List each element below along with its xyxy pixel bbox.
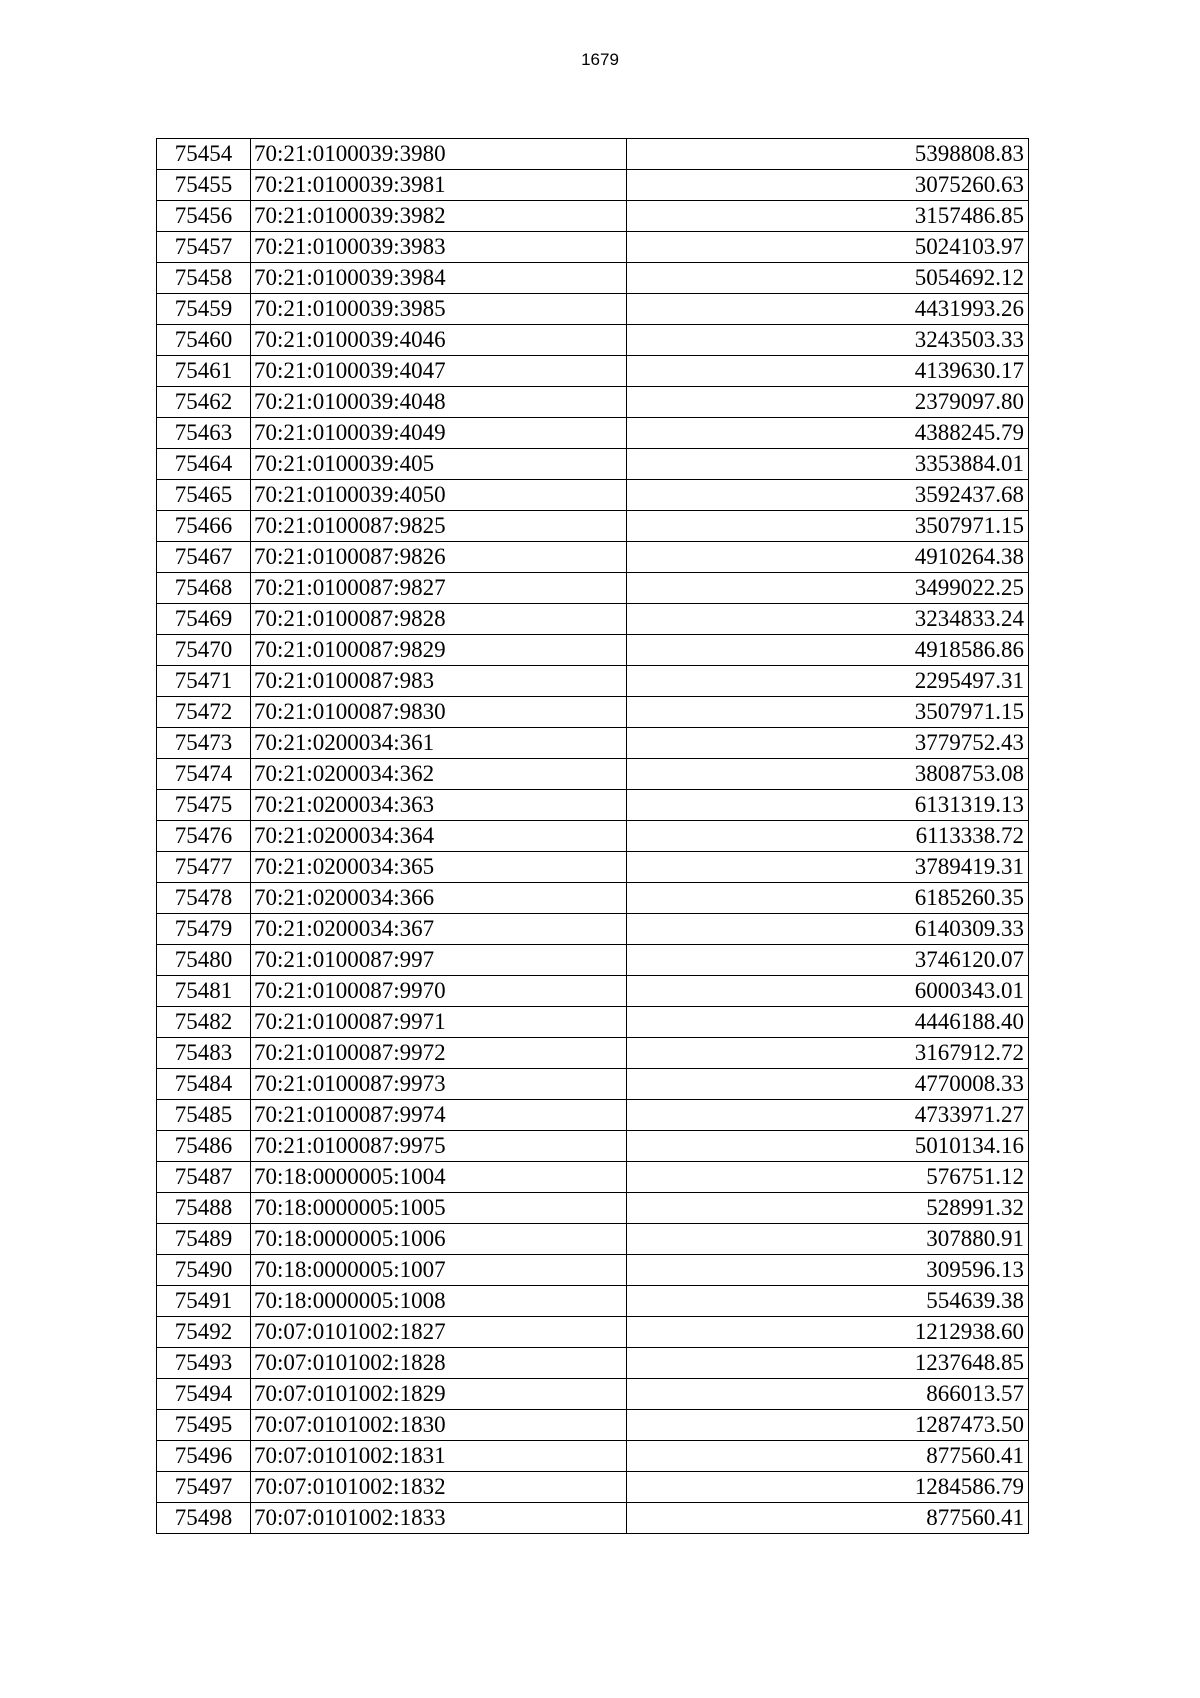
row-number-cell: 75461 <box>157 356 251 387</box>
cadastral-number-cell: 70:21:0200034:365 <box>251 852 627 883</box>
cadastral-number-cell: 70:21:0200034:367 <box>251 914 627 945</box>
table-row <box>157 325 1029 356</box>
table-row <box>157 666 1029 697</box>
cadastral-value-cell: 3234833.24 <box>627 604 1029 635</box>
table-row <box>157 1317 1029 1348</box>
row-number-cell: 75480 <box>157 945 251 976</box>
cadastral-value-cell: 877560.41 <box>627 1441 1029 1472</box>
cadastral-number-cell: 70:21:0200034:362 <box>251 759 627 790</box>
cadastral-value-cell: 3243503.33 <box>627 325 1029 356</box>
row-number-cell: 75465 <box>157 480 251 511</box>
cadastral-number-cell: 70:21:0200034:363 <box>251 790 627 821</box>
table-body <box>157 139 1029 1534</box>
row-number-cell: 75490 <box>157 1255 251 1286</box>
table-row <box>157 263 1029 294</box>
table-row <box>157 170 1029 201</box>
cadastral-value-cell: 3746120.07 <box>627 945 1029 976</box>
cadastral-value-cell: 3789419.31 <box>627 852 1029 883</box>
table-row <box>157 883 1029 914</box>
row-number-cell: 75466 <box>157 511 251 542</box>
cadastral-number-cell: 70:18:0000005:1004 <box>251 1162 627 1193</box>
cadastral-value-cell: 4910264.38 <box>627 542 1029 573</box>
row-number-cell: 75486 <box>157 1131 251 1162</box>
table-row <box>157 759 1029 790</box>
cadastral-number-cell: 70:18:0000005:1006 <box>251 1224 627 1255</box>
cadastral-number-cell: 70:21:0100087:9829 <box>251 635 627 666</box>
table-row <box>157 790 1029 821</box>
cadastral-number-cell: 70:21:0100039:3985 <box>251 294 627 325</box>
row-number-cell: 75478 <box>157 883 251 914</box>
cadastral-number-cell: 70:21:0100039:3984 <box>251 263 627 294</box>
row-number-cell: 75498 <box>157 1503 251 1534</box>
cadastral-value-cell: 3507971.15 <box>627 697 1029 728</box>
cadastral-value-cell: 4431993.26 <box>627 294 1029 325</box>
table-row <box>157 542 1029 573</box>
cadastral-number-cell: 70:21:0200034:361 <box>251 728 627 759</box>
table-row <box>157 1038 1029 1069</box>
table-row <box>157 604 1029 635</box>
cadastral-value-cell: 4733971.27 <box>627 1100 1029 1131</box>
row-number-cell: 75485 <box>157 1100 251 1131</box>
cadastral-value-cell: 1237648.85 <box>627 1348 1029 1379</box>
cadastral-value-cell: 4918586.86 <box>627 635 1029 666</box>
table-row <box>157 914 1029 945</box>
row-number-cell: 75482 <box>157 1007 251 1038</box>
row-number-cell: 75483 <box>157 1038 251 1069</box>
cadastral-value-cell: 4388245.79 <box>627 418 1029 449</box>
row-number-cell: 75468 <box>157 573 251 604</box>
row-number-cell: 75462 <box>157 387 251 418</box>
table-row <box>157 697 1029 728</box>
row-number-cell: 75474 <box>157 759 251 790</box>
cadastral-number-cell: 70:21:0100087:9972 <box>251 1038 627 1069</box>
cadastral-value-table <box>156 138 1029 1534</box>
cadastral-value-cell: 6131319.13 <box>627 790 1029 821</box>
cadastral-number-cell: 70:18:0000005:1008 <box>251 1286 627 1317</box>
cadastral-number-cell: 70:21:0100087:9825 <box>251 511 627 542</box>
table-row <box>157 573 1029 604</box>
cadastral-value-cell: 554639.38 <box>627 1286 1029 1317</box>
row-number-cell: 75473 <box>157 728 251 759</box>
table-row <box>157 728 1029 759</box>
cadastral-value-cell: 3499022.25 <box>627 573 1029 604</box>
row-number-cell: 75457 <box>157 232 251 263</box>
table-row <box>157 1410 1029 1441</box>
row-number-cell: 75493 <box>157 1348 251 1379</box>
cadastral-number-cell: 70:18:0000005:1007 <box>251 1255 627 1286</box>
cadastral-value-cell: 866013.57 <box>627 1379 1029 1410</box>
row-number-cell: 75488 <box>157 1193 251 1224</box>
row-number-cell: 75469 <box>157 604 251 635</box>
table-row <box>157 1472 1029 1503</box>
cadastral-value-cell: 576751.12 <box>627 1162 1029 1193</box>
row-number-cell: 75494 <box>157 1379 251 1410</box>
table-row <box>157 139 1029 170</box>
table-row <box>157 1255 1029 1286</box>
row-number-cell: 75458 <box>157 263 251 294</box>
table-row <box>157 1131 1029 1162</box>
cadastral-value-cell: 309596.13 <box>627 1255 1029 1286</box>
row-number-cell: 75497 <box>157 1472 251 1503</box>
cadastral-value-cell: 3157486.85 <box>627 201 1029 232</box>
table-row <box>157 852 1029 883</box>
cadastral-number-cell: 70:07:0101002:1827 <box>251 1317 627 1348</box>
cadastral-number-cell: 70:21:0100039:405 <box>251 449 627 480</box>
cadastral-number-cell: 70:21:0100087:9830 <box>251 697 627 728</box>
cadastral-number-cell: 70:07:0101002:1830 <box>251 1410 627 1441</box>
cadastral-value-cell: 4139630.17 <box>627 356 1029 387</box>
cadastral-value-cell: 1287473.50 <box>627 1410 1029 1441</box>
row-number-cell: 75481 <box>157 976 251 1007</box>
row-number-cell: 75487 <box>157 1162 251 1193</box>
cadastral-value-cell: 3592437.68 <box>627 480 1029 511</box>
cadastral-value-cell: 3167912.72 <box>627 1038 1029 1069</box>
cadastral-number-cell: 70:21:0100039:3981 <box>251 170 627 201</box>
cadastral-number-cell: 70:21:0100039:3980 <box>251 139 627 170</box>
table-row <box>157 1503 1029 1534</box>
cadastral-value-cell: 4446188.40 <box>627 1007 1029 1038</box>
cadastral-number-cell: 70:21:0100087:9970 <box>251 976 627 1007</box>
row-number-cell: 75455 <box>157 170 251 201</box>
cadastral-value-cell: 3779752.43 <box>627 728 1029 759</box>
cadastral-number-cell: 70:21:0200034:364 <box>251 821 627 852</box>
table-row <box>157 1348 1029 1379</box>
cadastral-number-cell: 70:21:0100087:9971 <box>251 1007 627 1038</box>
table-row <box>157 635 1029 666</box>
cadastral-number-cell: 70:21:0100087:9826 <box>251 542 627 573</box>
row-number-cell: 75477 <box>157 852 251 883</box>
row-number-cell: 75470 <box>157 635 251 666</box>
cadastral-number-cell: 70:21:0100087:9973 <box>251 1069 627 1100</box>
cadastral-value-cell: 528991.32 <box>627 1193 1029 1224</box>
cadastral-number-cell: 70:21:0100039:3982 <box>251 201 627 232</box>
row-number-cell: 75479 <box>157 914 251 945</box>
cadastral-number-cell: 70:18:0000005:1005 <box>251 1193 627 1224</box>
table-row <box>157 387 1029 418</box>
table-row <box>157 1441 1029 1472</box>
cadastral-number-cell: 70:21:0100039:4046 <box>251 325 627 356</box>
cadastral-number-cell: 70:07:0101002:1828 <box>251 1348 627 1379</box>
table-row <box>157 201 1029 232</box>
row-number-cell: 75495 <box>157 1410 251 1441</box>
row-number-cell: 75489 <box>157 1224 251 1255</box>
cadastral-number-cell: 70:21:0100087:997 <box>251 945 627 976</box>
table-row <box>157 1007 1029 1038</box>
cadastral-value-cell: 6185260.35 <box>627 883 1029 914</box>
cadastral-value-cell: 3075260.63 <box>627 170 1029 201</box>
table-row <box>157 976 1029 1007</box>
table-row <box>157 449 1029 480</box>
row-number-cell: 75475 <box>157 790 251 821</box>
cadastral-number-cell: 70:21:0100087:9828 <box>251 604 627 635</box>
table-row <box>157 1069 1029 1100</box>
row-number-cell: 75484 <box>157 1069 251 1100</box>
cadastral-number-cell: 70:21:0100039:4049 <box>251 418 627 449</box>
cadastral-value-cell: 2379097.80 <box>627 387 1029 418</box>
cadastral-number-cell: 70:21:0100087:9827 <box>251 573 627 604</box>
row-number-cell: 75491 <box>157 1286 251 1317</box>
cadastral-number-cell: 70:21:0100087:9974 <box>251 1100 627 1131</box>
cadastral-number-cell: 70:07:0101002:1833 <box>251 1503 627 1534</box>
table-row <box>157 511 1029 542</box>
cadastral-value-cell: 3808753.08 <box>627 759 1029 790</box>
cadastral-value-cell: 877560.41 <box>627 1503 1029 1534</box>
page-number: 1679 <box>581 50 619 69</box>
table-row <box>157 1286 1029 1317</box>
cadastral-number-cell: 70:07:0101002:1832 <box>251 1472 627 1503</box>
table-row <box>157 945 1029 976</box>
cadastral-value-cell: 2295497.31 <box>627 666 1029 697</box>
cadastral-number-cell: 70:07:0101002:1829 <box>251 1379 627 1410</box>
row-number-cell: 75463 <box>157 418 251 449</box>
cadastral-value-cell: 307880.91 <box>627 1224 1029 1255</box>
row-number-cell: 75454 <box>157 139 251 170</box>
table-row <box>157 232 1029 263</box>
table-row <box>157 1100 1029 1131</box>
table-row <box>157 418 1029 449</box>
row-number-cell: 75460 <box>157 325 251 356</box>
cadastral-value-cell: 4770008.33 <box>627 1069 1029 1100</box>
cadastral-number-cell: 70:21:0100087:9975 <box>251 1131 627 1162</box>
table-row <box>157 356 1029 387</box>
cadastral-number-cell: 70:21:0200034:366 <box>251 883 627 914</box>
cadastral-value-cell: 1212938.60 <box>627 1317 1029 1348</box>
table-row <box>157 1193 1029 1224</box>
row-number-cell: 75492 <box>157 1317 251 1348</box>
row-number-cell: 75467 <box>157 542 251 573</box>
cadastral-value-cell: 3507971.15 <box>627 511 1029 542</box>
cadastral-number-cell: 70:21:0100039:3983 <box>251 232 627 263</box>
row-number-cell: 75496 <box>157 1441 251 1472</box>
table-row <box>157 1224 1029 1255</box>
cadastral-number-cell: 70:21:0100039:4050 <box>251 480 627 511</box>
cadastral-value-cell: 5398808.83 <box>627 139 1029 170</box>
cadastral-value-cell: 5054692.12 <box>627 263 1029 294</box>
table-row <box>157 1162 1029 1193</box>
cadastral-value-cell: 3353884.01 <box>627 449 1029 480</box>
cadastral-value-cell: 6000343.01 <box>627 976 1029 1007</box>
cadastral-value-cell: 6140309.33 <box>627 914 1029 945</box>
cadastral-number-cell: 70:21:0100039:4048 <box>251 387 627 418</box>
cadastral-value-cell: 5010134.16 <box>627 1131 1029 1162</box>
cadastral-number-cell: 70:21:0100039:4047 <box>251 356 627 387</box>
row-number-cell: 75471 <box>157 666 251 697</box>
cadastral-value-cell: 1284586.79 <box>627 1472 1029 1503</box>
row-number-cell: 75456 <box>157 201 251 232</box>
row-number-cell: 75476 <box>157 821 251 852</box>
row-number-cell: 75464 <box>157 449 251 480</box>
cadastral-number-cell: 70:21:0100087:983 <box>251 666 627 697</box>
cadastral-number-cell: 70:07:0101002:1831 <box>251 1441 627 1472</box>
row-number-cell: 75472 <box>157 697 251 728</box>
cadastral-value-cell: 6113338.72 <box>627 821 1029 852</box>
table-row <box>157 294 1029 325</box>
cadastral-value-cell: 5024103.97 <box>627 232 1029 263</box>
row-number-cell: 75459 <box>157 294 251 325</box>
table-row <box>157 1379 1029 1410</box>
table-row <box>157 821 1029 852</box>
table-row <box>157 480 1029 511</box>
